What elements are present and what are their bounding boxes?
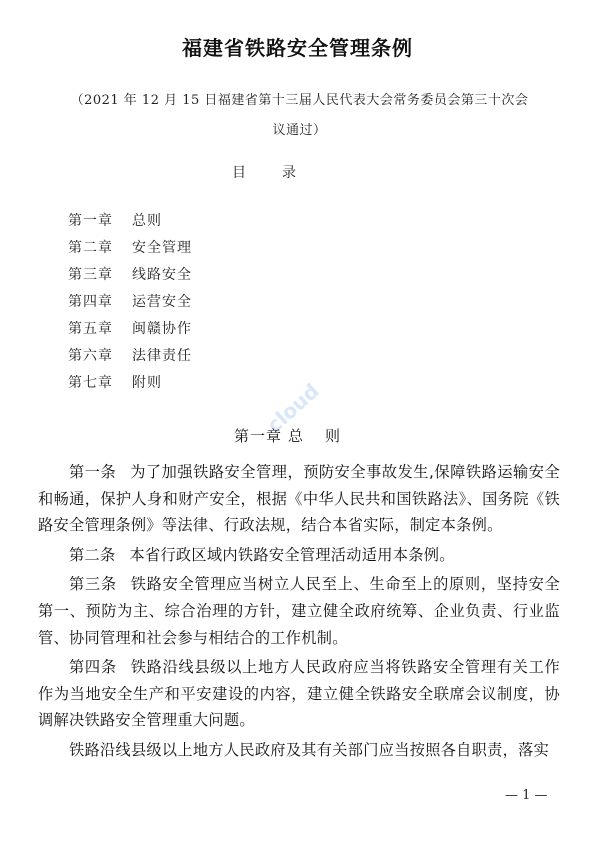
toc-item-number: 第三章	[68, 267, 113, 283]
toc-item-name: 闽赣协作	[132, 321, 192, 337]
toc-item-number: 第六章	[68, 348, 113, 364]
page-number: — 1 —	[505, 788, 548, 803]
toc-item-number: 第五章	[68, 321, 113, 337]
article-text: 铁路沿线县级以上地方人民政府应当将铁路安全管理有关工作作为当地安全生产和平安建设的内容，建立健全铁路安全联席会议制度，协调解决铁路安全管理重大问题。	[38, 658, 560, 730]
subtitle-line-2: 议通过）	[272, 123, 327, 138]
toc-item-name: 总则	[132, 213, 162, 229]
watermark-text: cloud	[262, 378, 324, 438]
chapter-title: 总则	[288, 427, 363, 445]
toc-item	[68, 237, 192, 264]
document-title: 福建省铁路安全管理条例	[182, 36, 413, 60]
toc-item-name: 附则	[132, 375, 162, 391]
article-text: 铁路沿线县级以上地方人民政府及其有关部门应当按照各自职责，落实	[69, 740, 550, 759]
article-paragraph	[38, 459, 560, 539]
article-text: 本省行政区域内铁路安全管理活动适用本条例。	[129, 545, 455, 564]
toc-item-number: 第二章	[68, 240, 113, 256]
subtitle-line-1: （2021 年 12 月 15 日福建省第十三届人民代表大会常务委员会第三十次会	[70, 93, 529, 108]
toc-item-name: 安全管理	[132, 240, 192, 256]
table-of-contents	[68, 210, 192, 399]
article-text: 为了加强铁路安全管理，预防安全事故发生,保障铁路运输安全和畅通，保护人身和财产安全，根据《中华人民共和国铁路法》、国务院《铁路安全管理条例》等法律、行政法规，结合本省实际，制定本条例。	[38, 463, 560, 535]
toc-item	[68, 291, 192, 318]
article-number: 第二条	[69, 545, 116, 564]
toc-item-name: 线路安全	[132, 267, 192, 283]
toc-item-number: 第一章	[68, 213, 113, 229]
toc-item	[68, 345, 192, 372]
toc-item-name: 运营安全	[132, 294, 192, 310]
article-text: 铁路安全管理应当树立人民至上、生命至上的原则，坚持安全第一、预防为主、综合治理的方针，建立健全政府统筹、企业负责、行业监管、协同管理和社会参与相结合的工作机制。	[38, 575, 560, 647]
article-number: 第四条	[69, 658, 117, 677]
article-paragraph	[38, 654, 560, 734]
article-paragraph	[38, 571, 560, 651]
toc-item-number: 第四章	[68, 294, 113, 310]
toc-item	[68, 264, 192, 291]
chapter-heading	[234, 425, 362, 446]
toc-heading: 目录	[232, 165, 332, 181]
watermark-logo	[262, 366, 362, 464]
article-number: 第三条	[69, 575, 117, 594]
toc-item-name: 法律责任	[132, 348, 192, 364]
toc-item	[68, 372, 192, 399]
toc-item	[68, 318, 192, 345]
toc-item	[68, 210, 192, 237]
chapter-number: 第一章	[234, 427, 283, 445]
article-paragraph	[38, 737, 560, 764]
toc-item-number: 第七章	[68, 375, 113, 391]
article-number: 第一条	[69, 463, 117, 481]
article-paragraph	[38, 542, 560, 569]
document-subtitle	[42, 86, 557, 146]
chapter-body	[38, 459, 560, 767]
